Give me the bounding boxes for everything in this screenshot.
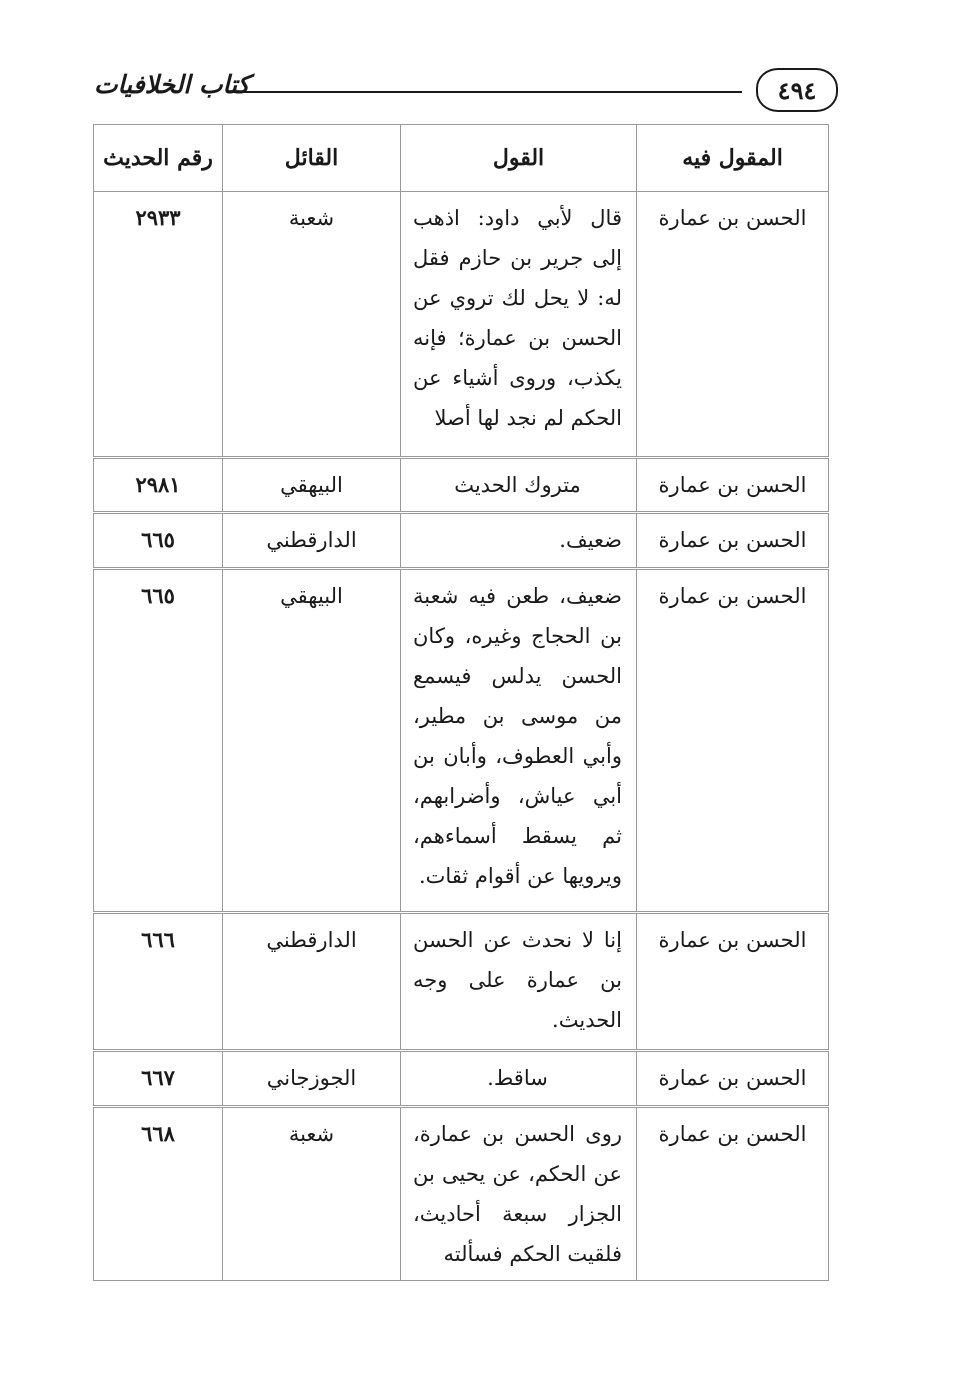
subject-cell: الحسن بن عمارة: [637, 513, 829, 569]
hadith-number-cell: ٢٩٨١: [94, 458, 223, 513]
hadith-number-cell: ٦٦٥: [94, 513, 223, 569]
speaker-cell: شعبة: [223, 192, 401, 458]
column-header-subject: المقول فيه: [637, 125, 829, 192]
hadith-number-cell: ٦٦٨: [94, 1107, 223, 1281]
subject-cell: الحسن بن عمارة: [637, 1051, 829, 1107]
table-row: [94, 1107, 829, 1281]
column-header-speaker: القائل: [223, 125, 401, 192]
table-row: [94, 1051, 829, 1107]
hadith-number-cell: ٦٦٦: [94, 913, 223, 1051]
column-header-quote: القول: [401, 125, 637, 192]
subject-cell: الحسن بن عمارة: [637, 1107, 829, 1281]
subject-cell: الحسن بن عمارة: [637, 192, 829, 458]
subject-cell: الحسن بن عمارة: [637, 458, 829, 513]
quote-cell: متروك الحديث: [401, 458, 637, 513]
speaker-cell: البيهقي: [223, 569, 401, 913]
narrators-table: [93, 124, 829, 1281]
subject-cell: الحسن بن عمارة: [637, 569, 829, 913]
quote-cell: روى الحسن بن عمارة، عن الحكم، عن يحيى بن الجزار سبعة أحاديث، فلقيت الحكم فسألته: [401, 1107, 637, 1281]
table-row: [94, 458, 829, 513]
speaker-cell: الدارقطني: [223, 513, 401, 569]
table-row: [94, 192, 829, 458]
table-row: [94, 569, 829, 913]
column-header-hadith-number: رقم الحديث: [94, 125, 223, 192]
speaker-cell: شعبة: [223, 1107, 401, 1281]
hadith-number-cell: ٢٩٣٣: [94, 192, 223, 458]
table-header-row: [94, 125, 829, 192]
page-header: [90, 66, 838, 118]
speaker-cell: الدارقطني: [223, 913, 401, 1051]
page-number: ٤٩٤: [756, 68, 838, 112]
quote-cell: ساقط.: [401, 1051, 637, 1107]
hadith-number-cell: ٦٦٧: [94, 1051, 223, 1107]
header-rule: [230, 91, 742, 93]
subject-cell: الحسن بن عمارة: [637, 913, 829, 1051]
speaker-cell: البيهقي: [223, 458, 401, 513]
table-row: [94, 913, 829, 1051]
quote-cell: ضعيف.: [401, 513, 637, 569]
quote-cell: إنا لا نحدث عن الحسن بن عمارة على وجه الحديث.: [401, 913, 637, 1051]
book-title: كتاب الخلافيات: [94, 70, 250, 99]
speaker-cell: الجوزجاني: [223, 1051, 401, 1107]
hadith-number-cell: ٦٦٥: [94, 569, 223, 913]
quote-cell: ضعيف، طعن فيه شعبة بن الحجاج وغيره، وكان الحسن يدلس فيسمع من موسى بن مطير، وأبي العطوف، وأبان بن أبي عياش، وأضرابهم، ثم يسقط أسماءهم، ويرويها عن أقوام ثقات.: [401, 569, 637, 913]
table-row: [94, 513, 829, 569]
quote-cell: قال لأبي داود: اذهب إلى جرير بن حازم فقل له: لا يحل لك تروي عن الحسن بن عمارة؛ فإنه يكذب، وروى أشياء عن الحكم لم نجد لها أصلا: [401, 192, 637, 458]
